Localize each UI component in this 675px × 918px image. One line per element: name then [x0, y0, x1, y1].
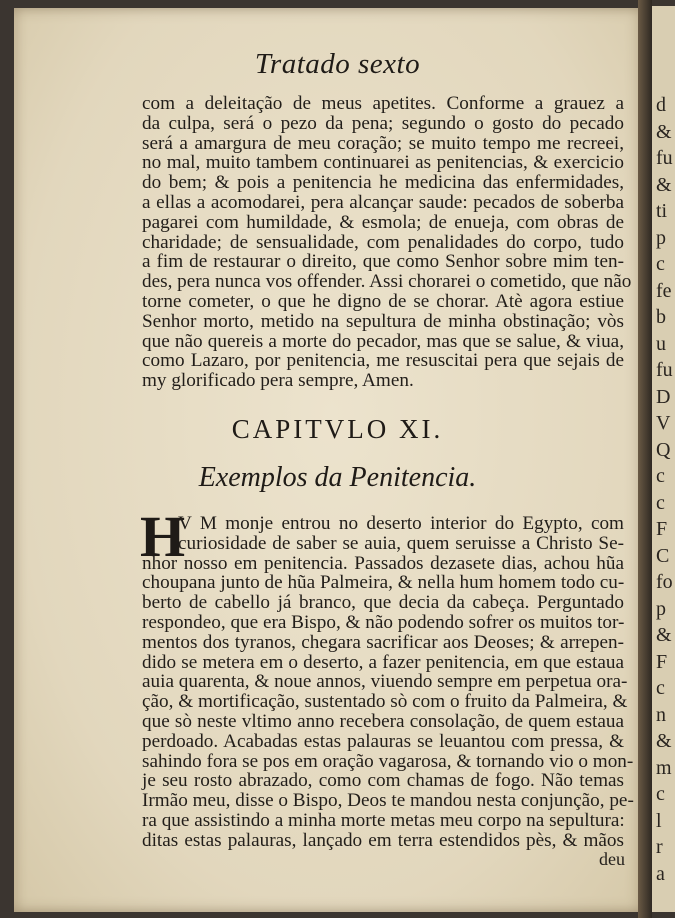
- facing-page-fragment: p: [656, 226, 666, 249]
- facing-page-fragment: &: [656, 120, 672, 143]
- facing-page-fragment: &: [656, 730, 672, 752]
- facing-page-fragment: C: [656, 544, 670, 567]
- facing-page-fragment: u: [656, 332, 666, 355]
- facing-page-edge: [652, 6, 675, 912]
- text-line: a ellas a acomodarei, pera alcançar saude: pecados de soberba: [142, 192, 624, 213]
- facing-page-fragment: F: [656, 650, 668, 673]
- facing-page-fragment: c: [656, 677, 665, 699]
- chapter-heading: CAPITVLO XI.: [231, 414, 444, 444]
- text-line: perdoado. Acabadas estas palauras se leuantou com pressa, &: [142, 730, 624, 752]
- text-line: do bem; & pois a penitencia he medicina das enfermidades,: [142, 172, 624, 194]
- text-line: my glorificado pera sempre, Amen.: [142, 370, 414, 392]
- facing-page-fragment: b: [656, 306, 666, 328]
- drop-cap: H: [140, 504, 186, 569]
- text-line: des, pera nunca vos offender. Assi chorarei o cometido, que não: [142, 271, 632, 293]
- facing-page-fragment: fu: [656, 359, 673, 381]
- text-line: ditas estas palauras, lançado em terra estendidos pès, & mãos: [142, 829, 624, 851]
- facing-page-fragment: &: [656, 173, 672, 196]
- facing-page-fragment: Q: [656, 438, 671, 461]
- facing-page-fragment: ti: [656, 200, 668, 222]
- facing-page-fragment: r: [656, 836, 663, 858]
- text-line: charidade; de sensualidade, com penalidades do corpo, tudo: [142, 231, 624, 253]
- catchword: deu: [599, 849, 625, 869]
- text-line: sahindo fora se pos em oração vagarosa, & tornando vio o mon-: [142, 750, 634, 772]
- facing-page-fragment: F: [656, 518, 668, 540]
- text-line: será a amargura de meu coração; se muito tempo me recreei,: [142, 132, 624, 154]
- facing-page-fragment: c: [656, 491, 665, 514]
- book-gutter: [638, 0, 652, 918]
- text-line: a fim de restaurar o direito, que como Senhor sobre mim ten-: [142, 251, 624, 273]
- text-line: curiosidade de saber se auia, quem seruisse a Christo Se-: [178, 532, 624, 554]
- text-line: je seu rosto abrazado, como com chamas de fogo. Não temas: [142, 770, 624, 792]
- text-line: com a deleitação de meus apetites. Conforme a grauez a: [142, 93, 624, 114]
- facing-page-fragment: p: [656, 597, 666, 620]
- text-line: que sò neste vltimo anno recebera consolação, de quem estaua: [142, 711, 624, 732]
- text-line: choupana junto de hũa Palmeira, & nella hum homem todo cu-: [142, 572, 625, 594]
- text-line: respondeo, que era Bispo, & não podendo sofrer os muitos tor-: [142, 612, 625, 633]
- text-line: que não quereis a morte do pecador, mas que se salue, & viua,: [142, 330, 624, 352]
- facing-page-fragment: c: [656, 783, 665, 805]
- text-line: Senhor morto, metido na sepultura de minha obstinação; vòs: [142, 310, 624, 332]
- text-line: como Lazaro, por penitencia, me resuscitai pera que sejais de: [142, 350, 624, 372]
- text-line: berto de cabello já branco, que decia da cabeça. Perguntado: [142, 592, 624, 614]
- facing-page-fragment: V: [656, 412, 671, 434]
- facing-page-fragment: n: [656, 703, 666, 726]
- running-head: Tratado sexto: [254, 48, 421, 80]
- text-line: ra que assistindo a minha morte metas meu corpo na sepultura:: [142, 810, 625, 831]
- facing-page-fragment: l: [656, 809, 662, 832]
- text-line: nhor nosso em penitencia. Passados dezasete dias, achou hũa: [142, 552, 624, 574]
- facing-page-fragment: d: [656, 94, 666, 116]
- facing-page-fragment: D: [656, 385, 671, 408]
- facing-page-fragment: fo: [656, 571, 673, 593]
- text-line: dido se metera em o deserto, a fazer penitencia, em que estaua: [142, 651, 624, 673]
- facing-page-fragment: &: [656, 624, 672, 646]
- text-line: mentos dos tyranos, chegara sacrificar aos Deoses; & arrepen-: [142, 631, 624, 653]
- text-line: no mal, muito tambem continuarei as penitencias, & exercicio: [142, 152, 624, 174]
- text-line: da culpa, será o pezo da pena; segundo o gosto do pecado: [142, 112, 624, 134]
- facing-page-fragment: c: [656, 253, 665, 275]
- text-line: torne cometer, o que he digno de se chorar. Atè agora estiue: [142, 291, 624, 312]
- text-line: ção, & mortificação, sustentado sò com o fruito da Palmeira, &: [142, 691, 628, 713]
- text-line: auia quarenta, & noue annos, viuendo sempre em perpetua ora-: [142, 671, 628, 693]
- facing-page-fragment: a: [656, 862, 665, 885]
- chapter-subtitle: Exemplos da Penitencia.: [198, 462, 477, 493]
- text-line: V M monje entrou no deserto interior do Egypto, com: [178, 513, 624, 534]
- facing-page-fragment: fe: [656, 279, 672, 302]
- facing-page-fragment: c: [656, 465, 665, 487]
- text-line: Irmão meu, disse o Bispo, Deos te mandou nesta conjunção, pe-: [142, 790, 634, 812]
- facing-page-fragment: fu: [656, 147, 673, 169]
- facing-page-fragment: m: [656, 756, 672, 779]
- text-line: pagarei com humildade, & esmola; de enueja, com obras de: [142, 211, 624, 233]
